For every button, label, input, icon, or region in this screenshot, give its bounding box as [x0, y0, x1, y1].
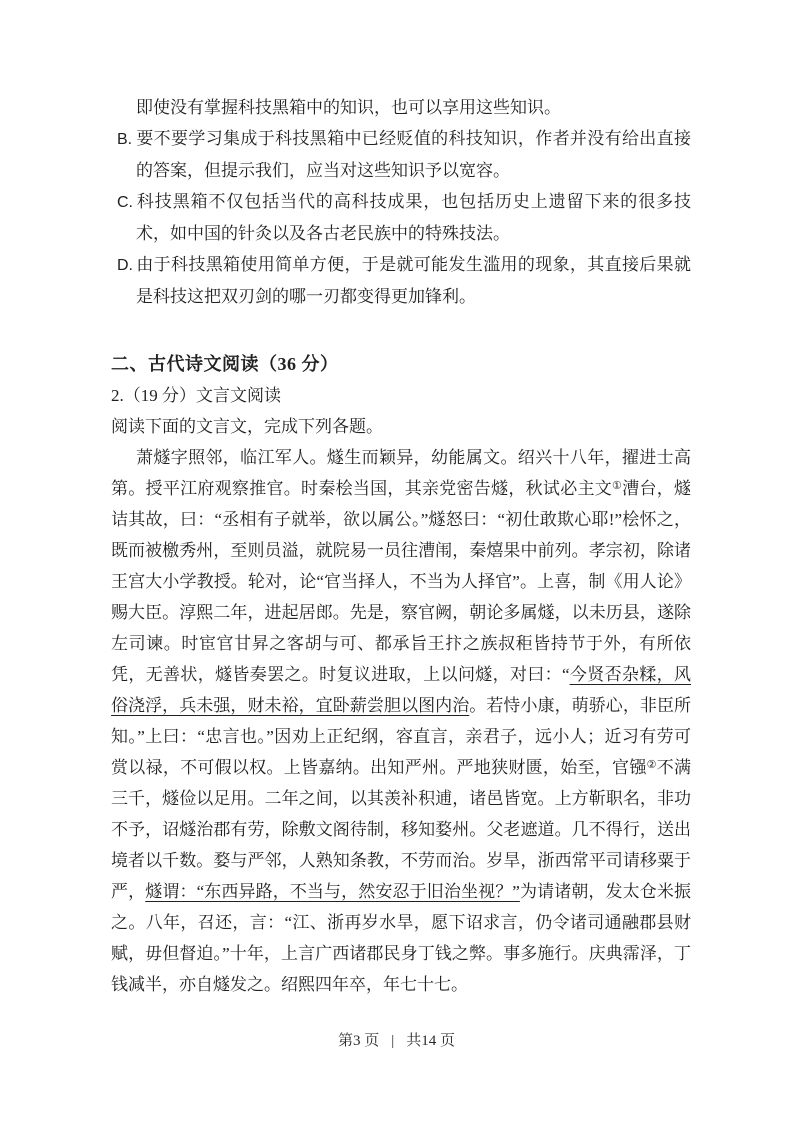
- passage-segment: 不满三千，燧俭以足用。二年之间，以其羡补积逋，诸邑皆宽。上方靳职名，非功不予，诏燧治郡有劳，除敷文阁待制，移知婺州。父老遮道。几不得行，送出境者以千数。婺与严邻，人熟知条教，不劳而治。岁旱，浙西常平司请移粟于严，: [111, 758, 691, 901]
- option-b-label: B.: [117, 131, 133, 148]
- option-c: [117, 186, 691, 249]
- option-d-label: D.: [117, 257, 133, 274]
- option-b: [117, 123, 691, 186]
- passage-segment: 漕台，燧诘其故，曰：“丞相有子就举，欲以属公。”燧怒曰：“初仕敢欺心耶!”桧怀之，既而被檄秀州，至则员溢，就院易一员往漕闱，秦熺果中前列。孝宗初，除诸王宫大小学教授。轮对，论“官当择人，不当为人择官”。上喜，制《用人论》赐大臣。淳熙二年，进起居郎。先是，察官阙，朝论多属燧，以未历县，遂除左司谏。时宦官甘昇之客胡与可、都承旨王抃之族叔秬皆持节于外，有所依凭，无善状，燧皆奏罢之。时复议进取，上以问燧，对曰：“: [111, 479, 692, 684]
- footer-separator: |: [391, 1033, 395, 1049]
- classical-passage: [111, 442, 691, 1000]
- passage-segment: 萧燧字照邻，临江军人。燧生而颖异，幼能属文。绍兴十八年，擢进士高第。授平江府观察推官。时秦桧当国，其亲党密告燧，秋试必主文: [111, 448, 691, 498]
- footer-current-page: 第3 页: [337, 1033, 380, 1049]
- document-content: [111, 92, 691, 1000]
- option-a-continuation-text: 即使没有掌握科技黑箱中的知识，也可以享用这些知识。: [136, 98, 561, 117]
- option-b-text: 要不要学习集成于科技黑箱中已经贬值的科技知识，作者并没有给出直接的答案，但提示我们，应当对这些知识予以宽容。: [136, 129, 691, 180]
- reading-instruction: 阅读下面的文言文，完成下列各题。: [111, 417, 383, 436]
- underlined-passage-segment: 燧谓：“东西异路，不当与，然安忍于旧治坐视？”: [145, 882, 520, 901]
- passage-segment: 为请诸朝，发太仓米振之。八年，召还，言：“江、浙再岁水旱，愿下诏求言，仍令诸司通融郡县财赋，毋但督迫。”十年，上言广西诸郡民身丁钱之弊。事多施行。庆典霈泽，丁钱减半，亦自燧发之。绍熙四年卒，年七十七。: [111, 882, 692, 994]
- footnote-marker: ①: [612, 480, 623, 492]
- option-c-label: C.: [117, 194, 133, 211]
- option-d-text: 由于科技黑箱使用简单方便，于是就可能发生滥用的现象，其直接后果就是科技这把双刃剑的哪一刃都变得更加锋利。: [136, 255, 691, 306]
- passage-segment: 。若恃小康，萌骄心，非臣所知。”上曰：“忠言也。”因劝上正纪纲，容直言，亲君子，远小人；近习有劳可赏以禄，不可假以权。上皆嘉纳。出知严州。严地狭财匮，始至，官镪: [111, 696, 692, 777]
- section-heading: 二、古代诗文阅读（36 分）: [111, 354, 339, 374]
- page-footer: [0, 1030, 793, 1052]
- option-c-text: 科技黑箱不仅包括当代的高科技成果，也包括历史上遗留下来的很多技术，如中国的针灸以及各古老民族中的特殊技法。: [136, 192, 691, 243]
- question-number: 2.（19 分）文言文阅读: [111, 386, 281, 405]
- option-d: [117, 249, 691, 312]
- underlined-passage-segment: 今贤否杂糅，风俗浇浮，兵未强，财未裕，宜卧薪尝胆以图内治: [111, 665, 692, 715]
- footnote-marker: ②: [646, 759, 657, 771]
- footer-total-pages: 共14 页: [406, 1033, 456, 1049]
